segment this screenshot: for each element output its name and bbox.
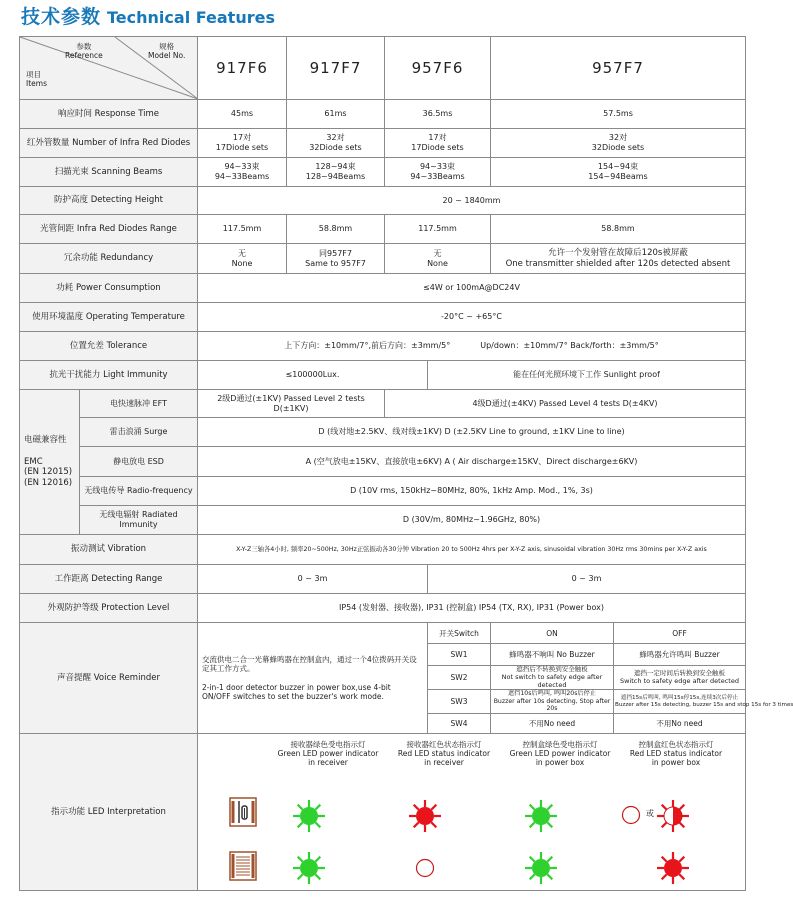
- model-957f6: 957F6: [385, 37, 491, 100]
- led-off-icon: [414, 857, 436, 879]
- label-beams: 扫描光束 Scanning Beams: [20, 158, 198, 187]
- led-half-on-icon: [656, 799, 690, 833]
- label-led: 指示功能 LED Interpretation: [20, 733, 198, 890]
- led-caption-1: 接收器绿色受电指示灯 Green LED power indicator in receiver: [277, 739, 379, 767]
- row-range: [20, 215, 746, 244]
- off-header: OFF: [614, 623, 746, 644]
- sw-on-cell: 蜂鸣器不响叫 No Buzzer: [491, 644, 614, 666]
- cell: 32对 32Diode sets: [491, 129, 746, 158]
- cell: -20°C ~ +65°C: [198, 303, 746, 332]
- row-drange: [20, 565, 746, 594]
- cell: 128~94束 128~94Beams: [287, 158, 385, 187]
- cell: 94~33束 94~33Beams: [198, 158, 287, 187]
- sw-on-cell: 遮挡后不转换到安全触板 Not switch to safety edge after detected: [491, 666, 614, 690]
- label-surge: 雷击浪涌 Surge: [80, 418, 198, 447]
- corner-cell: [20, 37, 198, 100]
- label-drange: 工作距离 Detecting Range: [20, 565, 198, 594]
- label-range: 光管间距 Infra Red Diodes Range: [20, 215, 198, 244]
- cell: X-Y-Z三轴各4小时, 频率20~500Hz, 30Hz正弦振动各30分钟 Vibration 20 to 500Hz 4hrs per X-Y-Z axis, sinusoidal vibration 30Hz rms 30mins per X-Y-Z axis: [198, 535, 746, 565]
- corner-items: 项目 Items: [26, 70, 47, 88]
- title-cn: 技术参数: [21, 6, 102, 28]
- label-response: 响应时间 Response Time: [20, 100, 198, 129]
- label-eft: 电快速脉冲 EFT: [80, 390, 198, 418]
- label-light: 抗光干扰能力 Light Immunity: [20, 361, 198, 390]
- cell: 17对 17Diode sets: [385, 129, 491, 158]
- model-917f6: 917F6: [198, 37, 287, 100]
- led-row: [20, 733, 746, 890]
- row-surge: [20, 418, 746, 447]
- cell: 4级D通过(±4KV) Passed Level 4 tests D(±4KV): [385, 390, 746, 418]
- cell: 58.8mm: [491, 215, 746, 244]
- label-redundancy: 冗余功能 Redundancy: [20, 244, 198, 274]
- row-ri: [20, 506, 746, 535]
- switch-label: SW3: [428, 690, 491, 713]
- sw-off-cell: 遮挡一定时间后转换到安全触板 Switch to safety edge after detected: [614, 666, 746, 690]
- switch-label: SW4: [428, 713, 491, 733]
- green-led-on-icon: [524, 851, 558, 885]
- title-en: Technical Features: [107, 8, 275, 27]
- cell: 58.8mm: [287, 215, 385, 244]
- switch-label: SW1: [428, 644, 491, 666]
- cell: 允许一个发射管在故障后120s被屏蔽 One transmitter shielded after 120s detected absent: [491, 244, 746, 274]
- or-label: 或: [646, 808, 654, 818]
- label-emc: 电磁兼容性 EMC (EN 12015) (EN 12016): [20, 390, 80, 535]
- sw-off-cell: 蜂鸣器允许鸣叫 Buzzer: [614, 644, 746, 666]
- red-led-on-icon: [408, 799, 442, 833]
- cell: 117.5mm: [385, 215, 491, 244]
- cell: 无 None: [198, 244, 287, 274]
- label-ri: 无线电辐射 Radiated Immunity: [80, 506, 198, 535]
- cell: IP54 (发射器、接收器), IP31 (控制盒) IP54 (TX, RX), IP31 (Power box): [198, 594, 746, 623]
- cell: 0 ~ 3m: [198, 565, 428, 594]
- cell: ≤100000Lux.: [198, 361, 428, 390]
- label-power: 功耗 Power Consumption: [20, 274, 198, 303]
- cell: 2级D通过(±1KV) Passed Level 2 tests D(±1KV): [198, 390, 385, 418]
- switch-header: 开关Switch: [428, 623, 491, 644]
- label-esd: 静电放电 ESD: [80, 447, 198, 477]
- cell: 17对 17Diode sets: [198, 129, 287, 158]
- cell: D (10V rms, 150kHz~80MHz, 80%, 1kHz Amp. Mod., 1%, 3s): [198, 477, 746, 506]
- sw-off-cell: 遮挡15s后鸣叫, 鸣叫15s停15s,连续3次后停止 Buzzer after 15s detecting, buzzer 15s and stop 15s for 3 times: [614, 690, 746, 713]
- led-caption-3: 控制盒绿色受电指示灯 Green LED power indicator in power box: [509, 739, 611, 767]
- row-tolerance: [20, 332, 746, 361]
- row-vibration: [20, 535, 746, 565]
- label-rf: 无线电传导 Radio-frequency: [80, 477, 198, 506]
- spec-table: [19, 36, 793, 891]
- cell: 20 ~ 1840mm: [198, 187, 746, 215]
- led-caption-2: 接收器红色状态指示灯 Red LED status indicator in receiver: [397, 739, 491, 767]
- on-header: ON: [491, 623, 614, 644]
- row-redundancy: [20, 244, 746, 274]
- cell: 上下方向：±10mm/7°,前后方向：±3mm/5° Up/down：±10mm/7° Back/forth：±3mm/5°: [198, 332, 746, 361]
- label-tolerance: 位置允差 Tolerance: [20, 332, 198, 361]
- row-power: [20, 274, 746, 303]
- cell: A (空气放电±15KV、直接放电±6KV) A ( Air discharge±15KV、Direct discharge±6KV): [198, 447, 746, 477]
- label-temp: 使用环境温度 Operating Temperature: [20, 303, 198, 332]
- cell: ≤4W or 100mA@DC24V: [198, 274, 746, 303]
- cell: 36.5ms: [385, 100, 491, 129]
- switch-label: SW2: [428, 666, 491, 690]
- row-beams: [20, 158, 746, 187]
- green-led-on-icon: [292, 799, 326, 833]
- cell: 能在任何光照环境下工作 Sunlight proof: [428, 361, 746, 390]
- cell: 0 ~ 3m: [428, 565, 746, 594]
- row-esd: [20, 447, 746, 477]
- cell: 32对 32Diode sets: [287, 129, 385, 158]
- receiver-side-icon: [228, 850, 258, 882]
- voice-header-row: [20, 623, 746, 644]
- label-voice: 声音提醒 Voice Reminder: [20, 623, 198, 734]
- led-panel: [198, 733, 746, 890]
- label-protection: 外观防护等级 Protection Level: [20, 594, 198, 623]
- cell: 57.5ms: [491, 100, 746, 129]
- sw-on-cell: 遮挡10s后鸣叫, 鸣叫20s后停止 Buzzer after 10s detecting, Stop after 20s: [491, 690, 614, 713]
- row-temp: [20, 303, 746, 332]
- row-rf: [20, 477, 746, 506]
- row-response: [20, 100, 746, 129]
- corner-reference: 参数 Reference: [65, 42, 103, 60]
- cell: 无 None: [385, 244, 491, 274]
- corner-model: 规格 Model No.: [148, 42, 186, 60]
- cell: 61ms: [287, 100, 385, 129]
- row-eft: [20, 390, 746, 418]
- cell: 同957F7 Same to 957F7: [287, 244, 385, 274]
- model-917f7: 917F7: [287, 37, 385, 100]
- cell: D (线对地±2.5KV、线对线±1KV) D (±2.5KV Line to ground, ±1KV Line to line): [198, 418, 746, 447]
- led-off-icon: [620, 804, 642, 826]
- led-caption-4: 控制盒红色状态指示灯 Red LED status indicator in power box: [629, 739, 723, 767]
- receiver-front-icon: [228, 796, 258, 828]
- row-protection: [20, 594, 746, 623]
- sw-off-cell: 不用No need: [614, 713, 746, 733]
- cell: 117.5mm: [198, 215, 287, 244]
- row-height: [20, 187, 746, 215]
- cell: 45ms: [198, 100, 287, 129]
- label-vibration: 振动测试 Vibration: [20, 535, 198, 565]
- sw-on-cell: 不用No need: [491, 713, 614, 733]
- red-led-on-icon: [656, 851, 690, 885]
- green-led-on-icon: [292, 851, 326, 885]
- cell: 154~94束 154~94Beams: [491, 158, 746, 187]
- cell: D (30V/m, 80MHz~1.96GHz, 80%): [198, 506, 746, 535]
- green-led-on-icon: [524, 799, 558, 833]
- row-light: [20, 361, 746, 390]
- label-height: 防护高度 Detecting Height: [20, 187, 198, 215]
- row-diodes: [20, 129, 746, 158]
- cell: 94~33束 94~33Beams: [385, 158, 491, 187]
- voice-description: 交流供电二合一光幕蜂鸣器在控制盒内，通过一个4位拨码开关设定其工作方式。 2-in-1 door detector buzzer in power box,use 4-bit ON/OFF switches to set the buzzer's work mode.: [198, 623, 428, 734]
- label-diodes: 红外管数量 Number of Infra Red Diodes: [20, 129, 198, 158]
- page-title: [21, 2, 275, 30]
- model-957f7: 957F7: [491, 37, 746, 100]
- header-row: [20, 37, 746, 100]
